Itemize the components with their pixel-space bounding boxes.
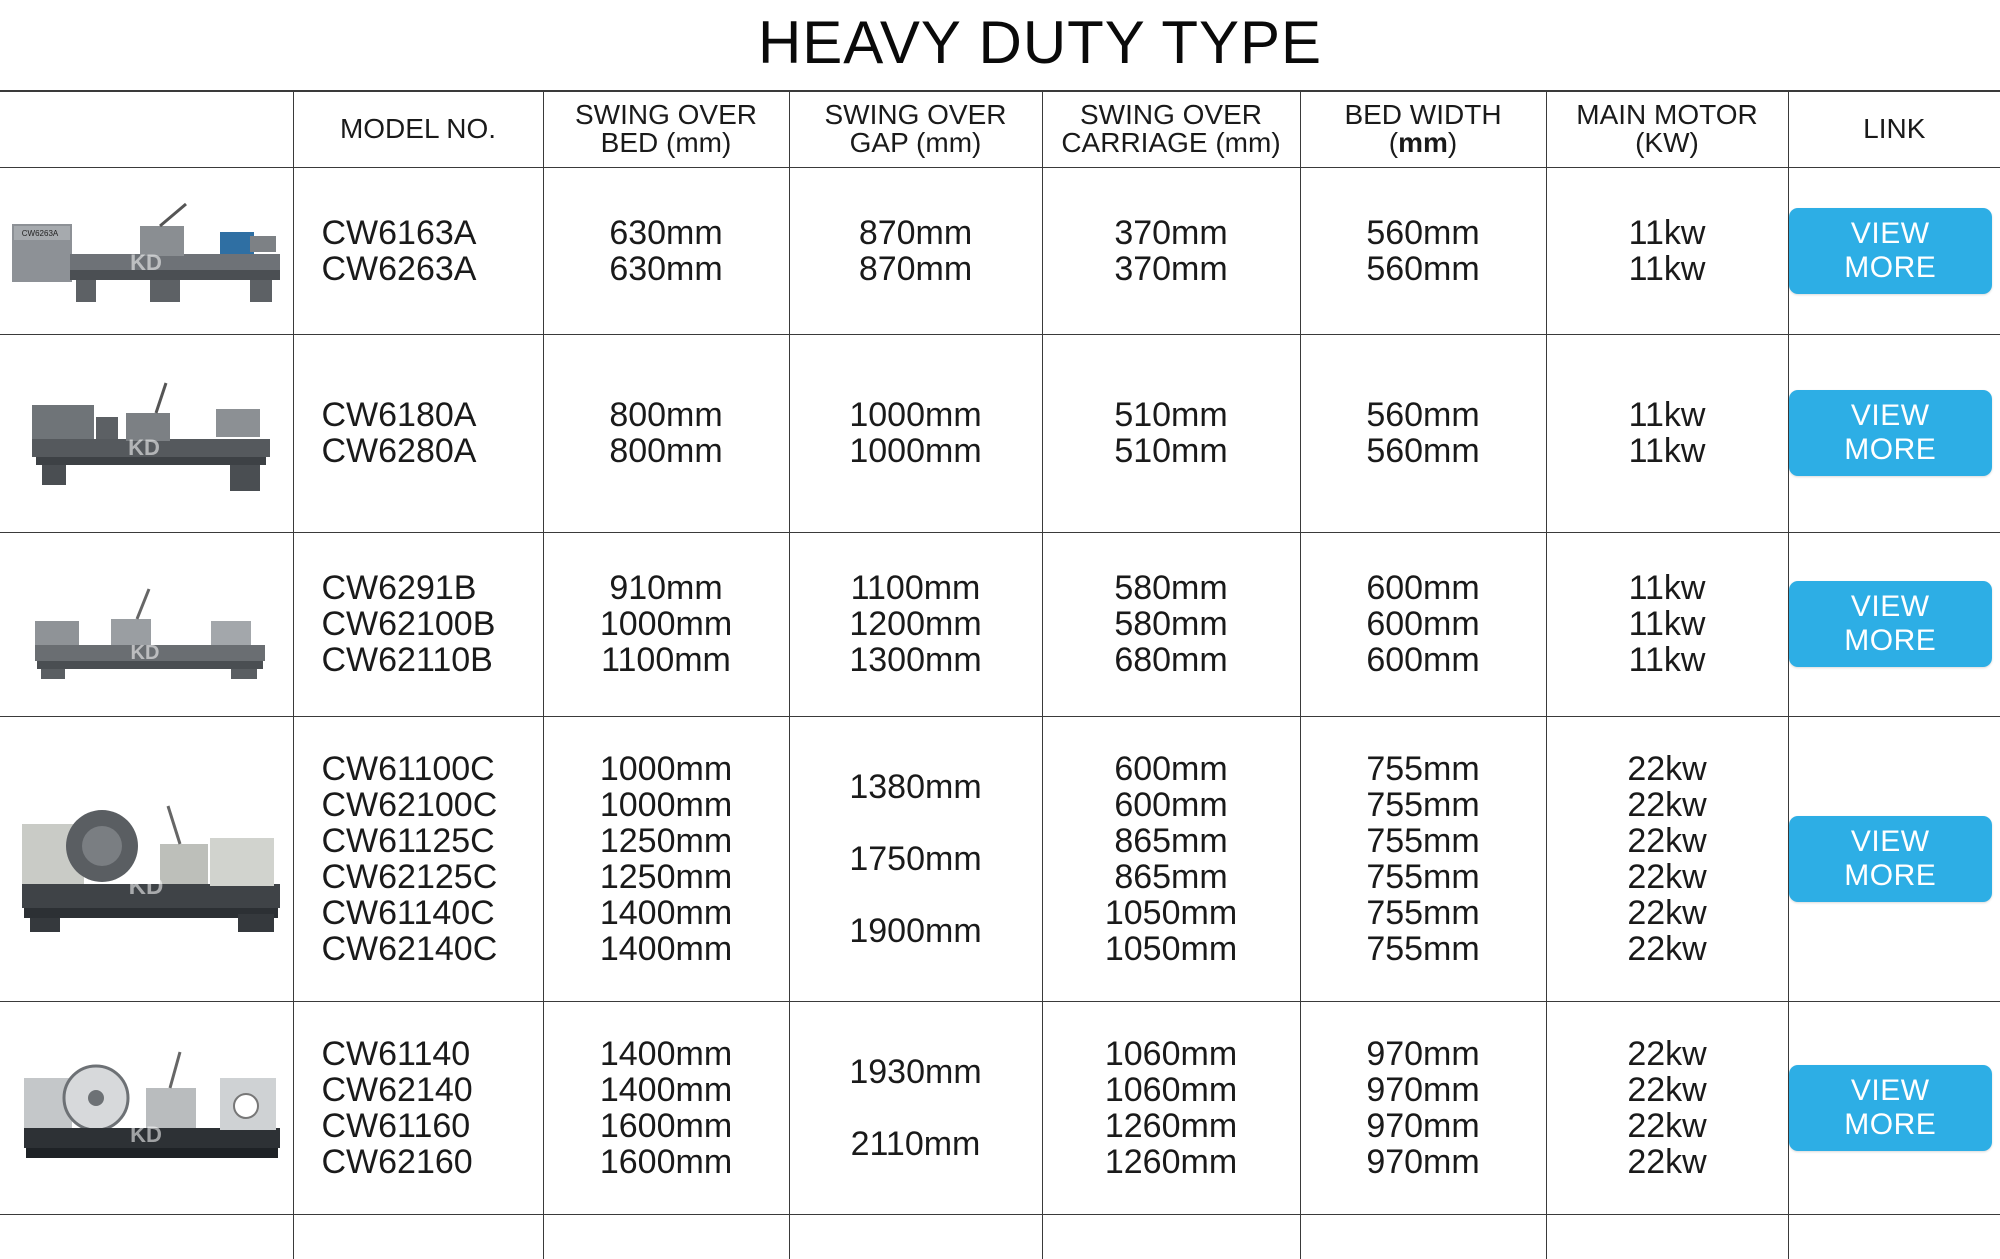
empty-cell	[1300, 1214, 1546, 1259]
swing-carriage-cell	[1042, 334, 1300, 532]
swing-gap-cell	[789, 334, 1042, 532]
motor-cell	[1546, 532, 1788, 716]
table-row	[0, 1001, 2000, 1214]
cell-value: 1600mm	[599, 1142, 733, 1181]
empty-cell	[543, 1214, 789, 1259]
swing-carriage-cell	[1042, 716, 1300, 1001]
link-cell	[1788, 334, 2000, 532]
cell-value: 1380mm	[849, 767, 982, 806]
view-more-button[interactable]: VIEW MORE	[1789, 390, 1993, 476]
cell-value: 22kw	[1627, 785, 1707, 824]
model-cell	[293, 716, 543, 1001]
header-row	[0, 91, 2000, 167]
model-cell	[293, 1001, 543, 1214]
empty-cell	[1546, 1214, 1788, 1259]
cell-value: 370mm	[1114, 213, 1228, 252]
cell-value: 1250mm	[599, 857, 733, 896]
swing-bed-cell	[543, 532, 789, 716]
lathe-image-icon	[10, 196, 282, 306]
cell-value: 1260mm	[1104, 1106, 1238, 1145]
image-label: CW6263A	[22, 228, 59, 238]
cell-value: 755mm	[1366, 749, 1480, 788]
motor-cell	[1546, 334, 1788, 532]
cell-value: 970mm	[1366, 1106, 1480, 1145]
cell-value: 1200mm	[849, 605, 982, 643]
bed-width-cell	[1300, 167, 1546, 334]
cell-value: CW6263A	[321, 249, 477, 288]
cell-value: CW62100B	[321, 605, 496, 643]
cell-value: CW61160	[321, 1106, 471, 1145]
cell-value: CW61140	[321, 1034, 471, 1073]
cell-value: CW62140	[321, 1070, 473, 1109]
view-more-button[interactable]: VIEW MORE	[1789, 816, 1993, 902]
cell-value: 370mm	[1114, 249, 1228, 288]
empty-cell	[293, 1214, 543, 1259]
machine-image	[0, 716, 293, 1001]
cell-value: 1400mm	[599, 1070, 733, 1109]
cell-value: 970mm	[1366, 1034, 1480, 1073]
view-more-button[interactable]: VIEW MORE	[1789, 1065, 1993, 1151]
cell-value: 11kw	[1628, 569, 1706, 607]
cell-value: 1100mm	[601, 641, 731, 679]
watermark-text: KD	[130, 1121, 163, 1147]
cell-value: 580mm	[1114, 569, 1228, 607]
cell-value: 1930mm	[849, 1052, 982, 1091]
cell-value: 560mm	[1366, 213, 1480, 252]
cell-value: 755mm	[1366, 929, 1480, 968]
model-cell	[293, 532, 543, 716]
motor-cell	[1546, 716, 1788, 1001]
cell-value: 800mm	[609, 396, 723, 434]
lathe-image-icon	[21, 569, 271, 679]
cell-value: 11kw	[1628, 249, 1706, 288]
machine-image	[0, 532, 293, 716]
cell-value: 600mm	[1114, 785, 1228, 824]
cell-value: 22kw	[1627, 1070, 1707, 1109]
cell-value: CW61125C	[321, 821, 495, 860]
cell-value: 22kw	[1627, 821, 1707, 860]
bed-width-cell	[1300, 716, 1546, 1001]
cell-value: 2110mm	[850, 1124, 981, 1163]
cell-value: 755mm	[1366, 785, 1480, 824]
cell-value: 1060mm	[1104, 1034, 1238, 1073]
table-row	[0, 167, 2000, 334]
cell-value: 630mm	[609, 213, 723, 252]
page-title: HEAVY DUTY TYPE	[757, 9, 1323, 76]
cell-value: 970mm	[1366, 1070, 1480, 1109]
cell-value: 11kw	[1628, 641, 1706, 679]
lathe-image-icon	[10, 784, 282, 934]
cell-value: 600mm	[1366, 605, 1480, 643]
cell-value: 755mm	[1366, 893, 1480, 932]
watermark-text: KD	[128, 435, 161, 460]
cell-value: 11kw	[1628, 605, 1706, 643]
cell-value: 22kw	[1627, 1142, 1707, 1181]
table-row	[0, 334, 2000, 532]
cell-value: 560mm	[1366, 249, 1480, 288]
cell-value: 11kw	[1628, 432, 1706, 470]
header-bed-width: BED WIDTH (mm)	[1300, 91, 1546, 167]
cell-value: CW6163A	[321, 213, 477, 252]
cell-value: 1050mm	[1104, 929, 1238, 968]
watermark-text: KD	[128, 872, 164, 900]
cell-value: 870mm	[858, 249, 973, 288]
bed-width-cell	[1300, 334, 1546, 532]
cell-value: CW62125C	[321, 857, 498, 896]
cell-value: 865mm	[1114, 857, 1228, 896]
motor-cell	[1546, 1001, 1788, 1214]
watermark-text: KD	[130, 249, 163, 275]
cell-value: 1300mm	[849, 641, 982, 679]
machine-image	[0, 1001, 293, 1214]
cell-value: 1000mm	[849, 396, 982, 434]
cell-value: CW6180A	[321, 396, 477, 434]
model-cell	[293, 167, 543, 334]
cell-value: 22kw	[1627, 929, 1707, 968]
cell-value: 1400mm	[599, 893, 733, 932]
cell-value: 1400mm	[599, 929, 733, 968]
header-swing-carriage: SWING OVER CARRIAGE (mm)	[1042, 91, 1300, 167]
cell-value: 1000mm	[849, 432, 982, 470]
link-cell	[1788, 716, 2000, 1001]
header-model: MODEL NO.	[293, 91, 543, 167]
lathe-image-icon	[10, 1038, 282, 1178]
cell-value: 600mm	[1366, 641, 1480, 679]
cell-value: 1000mm	[599, 605, 733, 643]
empty-cell	[0, 1214, 293, 1259]
cell-value: 755mm	[1366, 857, 1480, 896]
swing-bed-cell	[543, 334, 789, 532]
cell-value: 1060mm	[1104, 1070, 1238, 1109]
cell-value: 22kw	[1627, 893, 1707, 932]
cell-value: CW61100C	[321, 749, 495, 788]
cell-value: 11kw	[1628, 213, 1706, 252]
cell-value: 22kw	[1627, 857, 1707, 896]
header-swing-bed: SWING OVER BED (mm)	[543, 91, 789, 167]
cell-value: 910mm	[609, 569, 723, 607]
cell-value: 22kw	[1627, 1034, 1707, 1073]
swing-gap-cell	[789, 532, 1042, 716]
cell-value: 1250mm	[599, 821, 733, 860]
cell-value: 22kw	[1627, 749, 1707, 788]
cell-value: 600mm	[1366, 569, 1480, 607]
cell-value: 22kw	[1627, 1106, 1707, 1145]
swing-carriage-cell	[1042, 1001, 1300, 1214]
cell-value: 510mm	[1114, 396, 1228, 434]
empty-cell	[1788, 1214, 2000, 1259]
empty-cell	[789, 1214, 1042, 1259]
bed-width-cell	[1300, 1001, 1546, 1214]
cell-value: CW6291B	[321, 569, 477, 607]
cell-value: 510mm	[1114, 432, 1228, 470]
cell-value: CW62140C	[321, 929, 498, 968]
empty-cell	[1042, 1214, 1300, 1259]
cell-value: 580mm	[1114, 605, 1228, 643]
cell-value: 1750mm	[849, 839, 982, 878]
cell-value: 1600mm	[599, 1106, 733, 1145]
cell-value: 680mm	[1114, 641, 1228, 679]
model-cell	[293, 334, 543, 532]
link-cell	[1788, 167, 2000, 334]
link-cell	[1788, 1001, 2000, 1214]
header-link: LINK	[1788, 91, 2000, 167]
cell-value: 630mm	[609, 249, 723, 288]
cell-value: 11kw	[1628, 396, 1706, 434]
header-main-motor: MAIN MOTOR (KW)	[1546, 91, 1788, 167]
cell-value: 970mm	[1366, 1142, 1480, 1181]
cell-value: CW62100C	[321, 785, 498, 824]
header-swing-gap: SWING OVER GAP (mm)	[789, 91, 1042, 167]
spec-table	[0, 90, 2000, 1259]
cell-value: CW61140C	[321, 893, 495, 932]
cell-value: 755mm	[1366, 821, 1480, 860]
machine-image	[0, 167, 293, 334]
swing-gap-cell	[789, 1001, 1042, 1214]
cell-value: 1000mm	[599, 749, 733, 788]
machine-image	[0, 334, 293, 532]
cell-value: 865mm	[1114, 821, 1228, 860]
table-row-partial	[0, 1214, 2000, 1259]
view-more-button[interactable]: VIEW MORE	[1789, 581, 1993, 667]
cell-value: 600mm	[1114, 749, 1228, 788]
cell-value: 560mm	[1366, 432, 1480, 470]
cell-value: 1900mm	[849, 911, 982, 950]
cell-value: CW6280A	[321, 432, 477, 470]
cell-value: 1000mm	[599, 785, 733, 824]
swing-carriage-cell	[1042, 167, 1300, 334]
cell-value: 560mm	[1366, 396, 1480, 434]
cell-value: CW62110B	[321, 641, 493, 679]
cell-value: 800mm	[609, 432, 723, 470]
swing-gap-cell	[789, 167, 1042, 334]
swing-bed-cell	[543, 716, 789, 1001]
table-row	[0, 532, 2000, 716]
motor-cell	[1546, 167, 1788, 334]
cell-value: 1050mm	[1104, 893, 1238, 932]
cell-value: 1100mm	[850, 569, 981, 607]
view-more-button[interactable]: VIEW MORE	[1789, 208, 1993, 294]
watermark-text: KD	[130, 642, 160, 664]
swing-bed-cell	[543, 1001, 789, 1214]
cell-value: CW62160	[321, 1142, 473, 1181]
swing-carriage-cell	[1042, 532, 1300, 716]
header-image	[0, 91, 293, 167]
bed-width-cell	[1300, 532, 1546, 716]
swing-bed-cell	[543, 167, 789, 334]
cell-value: 870mm	[858, 213, 973, 252]
lathe-image-icon	[16, 373, 276, 493]
cell-value: 1260mm	[1104, 1142, 1238, 1181]
cell-value: 1400mm	[599, 1034, 733, 1073]
table-row	[0, 716, 2000, 1001]
swing-gap-cell	[789, 716, 1042, 1001]
link-cell	[1788, 532, 2000, 716]
